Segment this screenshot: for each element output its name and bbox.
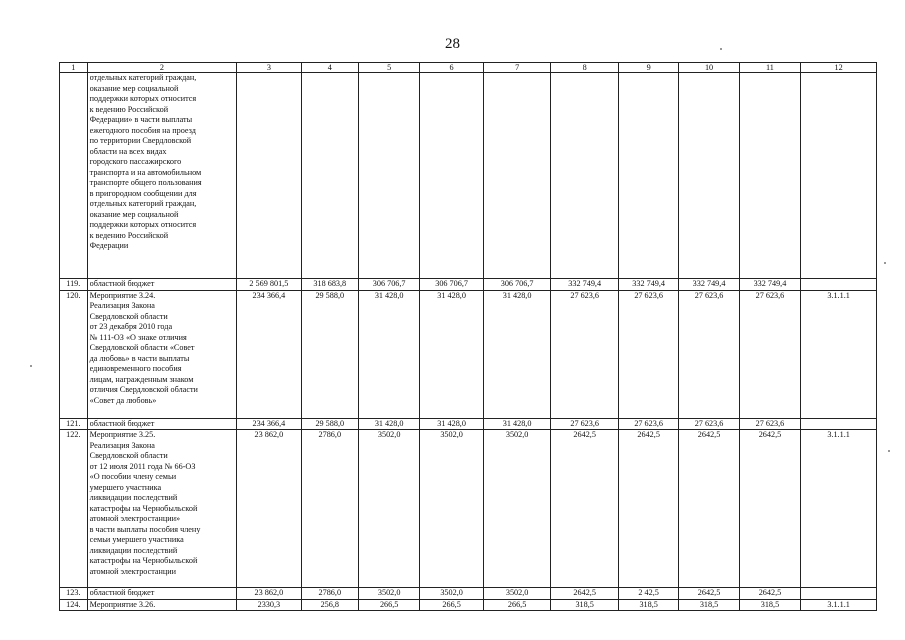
value-cell: 3502,0 <box>483 588 551 600</box>
value-cell: 2 42,5 <box>618 588 678 600</box>
value-cell: 2642,5 <box>679 588 739 600</box>
row-description: отдельных категорий граждан, оказание мер социальной поддержки которых относится к ведению Российской Федерации» в части выплаты ежегодного пособия на проезд по территории Свердловской области на всех видах городского пассажирского транспорта и на автомобильном транспорте общего пользования в пригородном сообщении для отдельных категорий граждан, оказание мер социальной поддержки которых относится к ведению Российской Федерации <box>87 73 236 279</box>
value-cell: 332 749,4 <box>739 279 800 291</box>
value-cell: 306 706,7 <box>358 279 419 291</box>
value-cell: 27 623,6 <box>679 418 739 430</box>
column-header: 4 <box>301 63 358 73</box>
value-cell: 234 366,4 <box>237 418 302 430</box>
table-row <box>60 588 877 600</box>
value-cell: 234 366,4 <box>237 290 302 418</box>
column-header: 6 <box>420 63 483 73</box>
value-cell: 318 683,8 <box>301 279 358 291</box>
row-description: Мероприятие 3.25. Реализация Закона Свердловской области от 12 июля 2011 года № 66-ОЗ «О пособии члену семьи умершего участника ликвидации последствий катастрофы на Чернобыльской атомной электростанции» в части выплаты пособия члену семьи умершего участника ликвидации последствий катастрофы на Чернобыльской атомной электростанции <box>87 430 236 588</box>
column-header: 11 <box>739 63 800 73</box>
column-header: 8 <box>551 63 619 73</box>
row-number: 121. <box>60 418 88 430</box>
value-cell: 266,5 <box>420 599 483 611</box>
row-number <box>60 73 88 279</box>
value-cell: 256,8 <box>301 599 358 611</box>
value-cell: 2330,3 <box>237 599 302 611</box>
table-row <box>60 430 877 588</box>
value-cell: 31 428,0 <box>358 418 419 430</box>
row-description: Мероприятие 3.24. Реализация Закона Свердловской области от 23 декабря 2010 года № 111-ОЗ «О знаке отличия Свердловской области «Совет да любовь» в части выплаты единовременного пособия лицам, награжденным знаком отличия Свердловской области «Совет да любовь» <box>87 290 236 418</box>
column-header: 10 <box>679 63 739 73</box>
column-header: 2 <box>87 63 236 73</box>
row-number: 124. <box>60 599 88 611</box>
value-cell: 306 706,7 <box>420 279 483 291</box>
value-cell: 3502,0 <box>420 430 483 588</box>
value-cell <box>358 73 419 279</box>
value-cell: 2642,5 <box>551 430 619 588</box>
value-cell: 2786,0 <box>301 430 358 588</box>
value-cell: 3502,0 <box>483 430 551 588</box>
column-header: 1 <box>60 63 88 73</box>
code-cell <box>801 418 877 430</box>
value-cell: 31 428,0 <box>483 418 551 430</box>
value-cell: 3502,0 <box>358 430 419 588</box>
value-cell <box>237 73 302 279</box>
value-cell: 31 428,0 <box>483 290 551 418</box>
value-cell: 31 428,0 <box>420 290 483 418</box>
code-cell <box>801 588 877 600</box>
row-number: 123. <box>60 588 88 600</box>
value-cell <box>420 73 483 279</box>
table-row <box>60 418 877 430</box>
page-number: 28 <box>445 36 460 52</box>
value-cell: 332 749,4 <box>618 279 678 291</box>
value-cell: 2642,5 <box>739 588 800 600</box>
value-cell: 332 749,4 <box>551 279 619 291</box>
row-description: областной бюджет <box>87 279 236 291</box>
column-header: 5 <box>358 63 419 73</box>
value-cell: 29 588,0 <box>301 290 358 418</box>
code-cell: 3.1.1.1 <box>801 290 877 418</box>
value-cell <box>739 73 800 279</box>
value-cell: 306 706,7 <box>483 279 551 291</box>
column-header: 3 <box>237 63 302 73</box>
scan-speck <box>888 450 890 452</box>
row-number: 119. <box>60 279 88 291</box>
column-header: 9 <box>618 63 678 73</box>
table-row <box>60 279 877 291</box>
value-cell: 2642,5 <box>618 430 678 588</box>
value-cell: 23 862,0 <box>237 588 302 600</box>
value-cell: 27 623,6 <box>618 290 678 418</box>
code-cell: 3.1.1.1 <box>801 599 877 611</box>
value-cell: 27 623,6 <box>551 418 619 430</box>
value-cell: 3502,0 <box>420 588 483 600</box>
budget-table <box>59 62 877 611</box>
table-row <box>60 73 877 279</box>
value-cell: 23 862,0 <box>237 430 302 588</box>
column-header: 7 <box>483 63 551 73</box>
code-cell: 3.1.1.1 <box>801 430 877 588</box>
value-cell <box>679 73 739 279</box>
value-cell: 27 623,6 <box>739 418 800 430</box>
value-cell: 2786,0 <box>301 588 358 600</box>
code-cell <box>801 279 877 291</box>
value-cell: 266,5 <box>483 599 551 611</box>
column-header: 12 <box>801 63 877 73</box>
value-cell: 2642,5 <box>739 430 800 588</box>
row-description: областной бюджет <box>87 588 236 600</box>
value-cell: 3502,0 <box>358 588 419 600</box>
value-cell <box>551 73 619 279</box>
value-cell: 2642,5 <box>551 588 619 600</box>
value-cell <box>301 73 358 279</box>
value-cell: 332 749,4 <box>679 279 739 291</box>
value-cell: 318,5 <box>739 599 800 611</box>
value-cell: 27 623,6 <box>739 290 800 418</box>
code-cell <box>801 73 877 279</box>
value-cell: 31 428,0 <box>420 418 483 430</box>
row-number: 122. <box>60 430 88 588</box>
value-cell: 318,5 <box>618 599 678 611</box>
value-cell: 27 623,6 <box>679 290 739 418</box>
value-cell: 2 569 801,5 <box>237 279 302 291</box>
scan-speck <box>30 365 32 367</box>
value-cell: 266,5 <box>358 599 419 611</box>
row-description: областной бюджет <box>87 418 236 430</box>
value-cell: 27 623,6 <box>618 418 678 430</box>
table-row <box>60 290 877 418</box>
value-cell: 31 428,0 <box>358 290 419 418</box>
value-cell: 27 623,6 <box>551 290 619 418</box>
value-cell <box>483 73 551 279</box>
scan-speck <box>720 48 722 50</box>
table-header-row <box>60 63 877 73</box>
row-number: 120. <box>60 290 88 418</box>
value-cell <box>618 73 678 279</box>
scan-speck <box>884 262 886 264</box>
value-cell: 2642,5 <box>679 430 739 588</box>
value-cell: 318,5 <box>551 599 619 611</box>
row-description: Мероприятие 3.26. <box>87 599 236 611</box>
value-cell: 29 588,0 <box>301 418 358 430</box>
value-cell: 318,5 <box>679 599 739 611</box>
table-row <box>60 599 877 611</box>
